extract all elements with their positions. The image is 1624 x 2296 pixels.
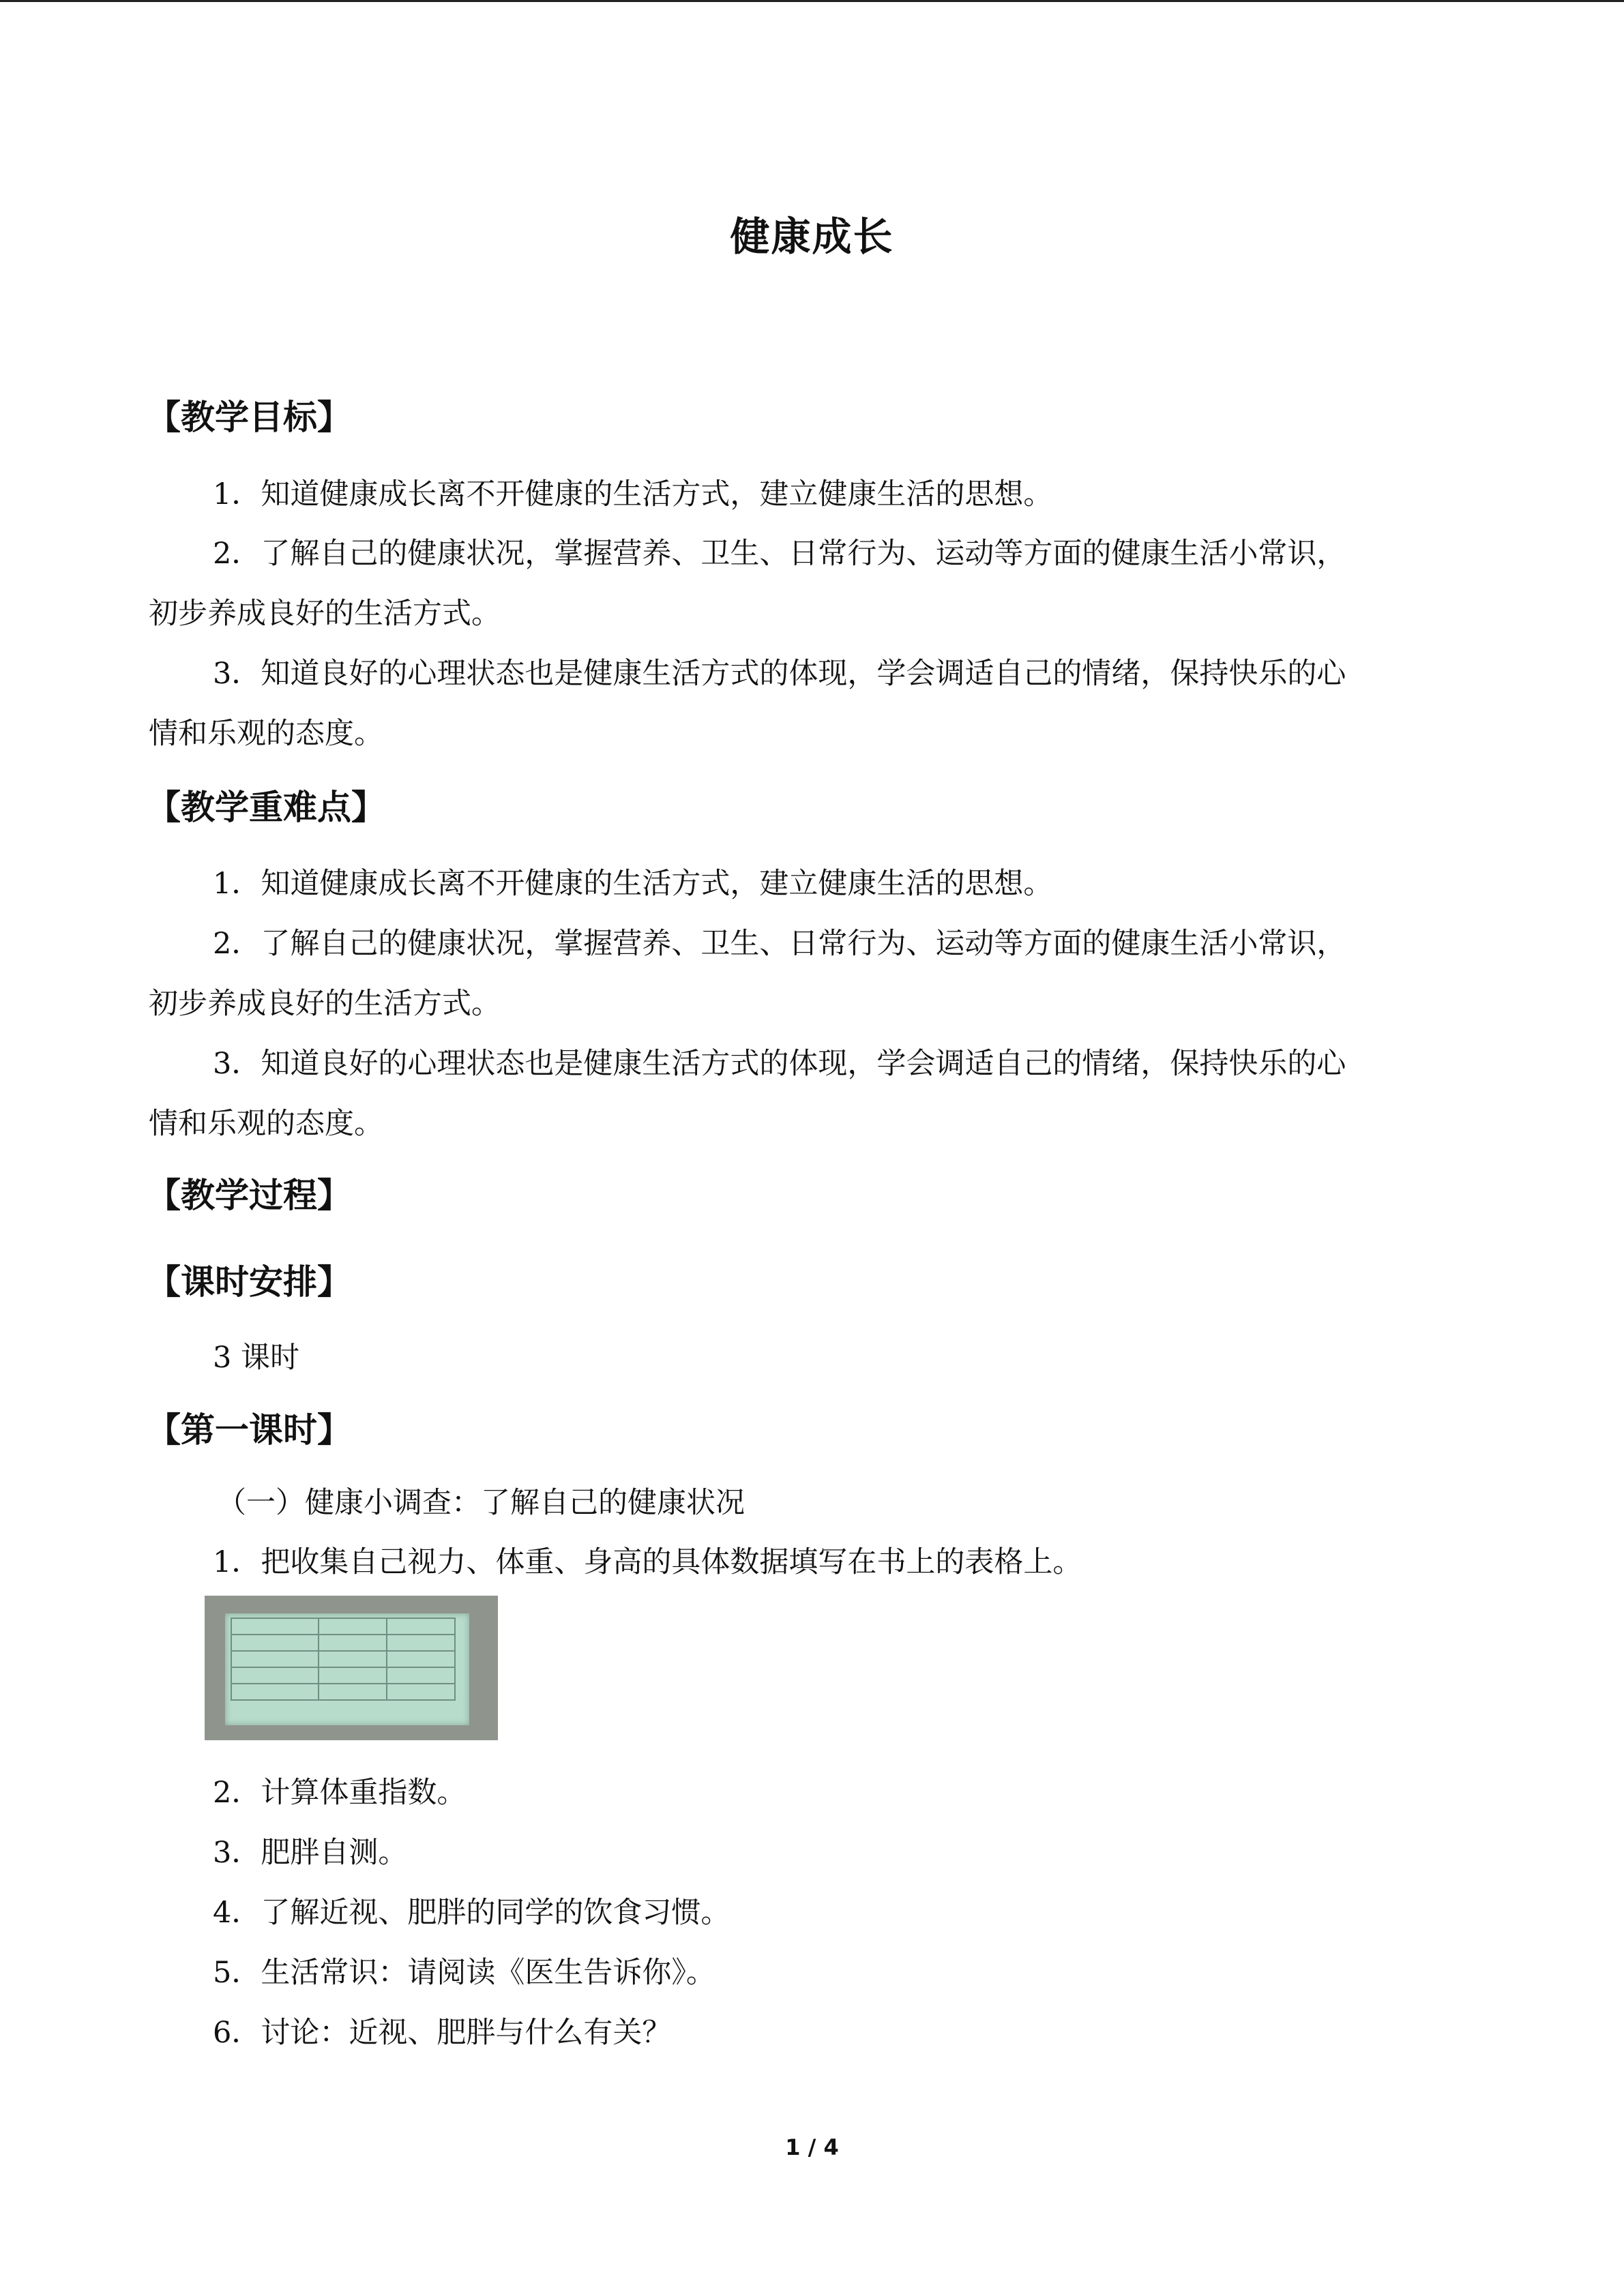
- lesson-1-item-2: 2．计算体重指数。: [213, 1776, 467, 1810]
- lesson-1-item-4: 4．了解近视、肥胖的同学的饮食习惯。: [213, 1896, 730, 1930]
- key-point-2: 2．了解自己的健康状况，掌握营养、卫生、日常行为、运动等方面的健康生活小常识，: [213, 927, 1346, 961]
- heading-schedule: 【课时安排】: [147, 1262, 351, 1302]
- heading-lesson-1: 【第一课时】: [147, 1410, 351, 1450]
- lesson-1-item-6: 6．讨论：近视、肥胖与什么有关？: [213, 2016, 672, 2050]
- heading-process: 【教学过程】: [147, 1176, 351, 1215]
- key-point-3-cont: 情和乐观的态度。: [149, 1107, 383, 1141]
- survey-table-photo: [205, 1596, 498, 1740]
- lesson-1-item-5: 5．生活常识：请阅读《医生告诉你》。: [213, 1956, 715, 1990]
- key-point-1: 1．知道健康成长离不开健康的生活方式，建立健康生活的思想。: [213, 867, 1053, 901]
- goal-3: 3．知道良好的心理状态也是健康生活方式的体现，学会调适自己的情绪，保持快乐的心: [213, 657, 1346, 691]
- goal-2: 2．了解自己的健康状况，掌握营养、卫生、日常行为、运动等方面的健康生活小常识，: [213, 537, 1346, 571]
- page-title: 健康成长: [730, 213, 894, 260]
- key-point-3: 3．知道良好的心理状态也是健康生活方式的体现，学会调适自己的情绪，保持快乐的心: [213, 1047, 1346, 1081]
- page-top-rule: [0, 0, 1624, 2]
- lesson-1-item-3: 3．肥胖自测。: [213, 1836, 408, 1870]
- goal-3-cont: 情和乐观的态度。: [149, 717, 383, 751]
- key-point-2-cont: 初步养成良好的生活方式。: [149, 987, 501, 1021]
- survey-table-image: [231, 1617, 456, 1701]
- lesson-1-subheading: （一）健康小调查：了解自己的健康状况: [217, 1486, 745, 1520]
- goal-1: 1．知道健康成长离不开健康的生活方式，建立健康生活的思想。: [213, 477, 1053, 511]
- lesson-1-item-1: 1．把收集自己视力、体重、身高的具体数据填写在书上的表格上。: [213, 1545, 1082, 1579]
- page-number: 1 / 4: [785, 2134, 839, 2160]
- heading-goals: 【教学目标】: [147, 398, 351, 437]
- goal-2-cont: 初步养成良好的生活方式。: [149, 597, 501, 631]
- schedule-text: 3 课时: [213, 1341, 300, 1375]
- heading-key-points: 【教学重难点】: [147, 788, 385, 827]
